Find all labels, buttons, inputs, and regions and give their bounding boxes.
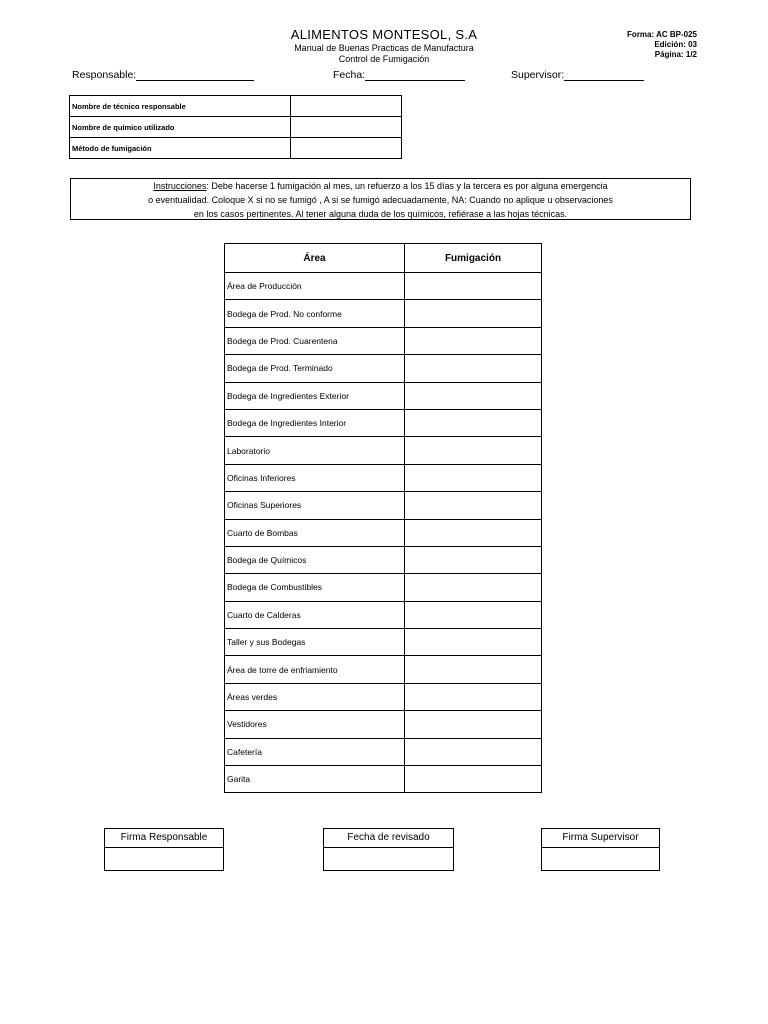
table-row: [225, 656, 542, 683]
signature-supervisor-label: Firma Supervisor: [542, 829, 659, 848]
edition: Edición: 03: [654, 40, 697, 49]
table-row: [225, 464, 542, 491]
instructions-line-2: o eventualidad. Coloque X si no se fumigó , A si se fumigó adecuadamente, NA: Cuando no aplique u observaciones: [148, 195, 613, 205]
fumigation-status-cell[interactable]: [405, 656, 542, 683]
fecha-field[interactable]: [333, 69, 465, 81]
fumigation-status-cell[interactable]: [405, 327, 542, 354]
fumigation-status-cell[interactable]: [405, 437, 542, 464]
fumigation-status-cell[interactable]: [405, 629, 542, 656]
area-name-cell: Garita: [225, 766, 405, 793]
instructions-label: Instrucciones: [153, 181, 207, 191]
area-name-cell: Cuarto de Calderas: [225, 601, 405, 628]
area-name-cell: Oficinas Superiores: [225, 492, 405, 519]
fumigation-status-cell[interactable]: [405, 738, 542, 765]
table-row: [225, 766, 542, 793]
info-label: Nombre de químico utilizado: [70, 117, 291, 138]
area-name-cell: Bodega de Prod. Terminado: [225, 355, 405, 382]
fecha-label: Fecha:: [333, 69, 366, 81]
form-title: Control de Fumigación: [338, 54, 430, 64]
table-row: [225, 629, 542, 656]
signature-responsable-field[interactable]: [105, 848, 223, 870]
table-row: [225, 492, 542, 519]
fumigation-status-cell[interactable]: [405, 492, 542, 519]
info-row: [70, 117, 402, 138]
info-row: [70, 96, 402, 117]
fumigation-status-cell[interactable]: [405, 519, 542, 546]
info-row: [70, 138, 402, 159]
signature-responsable-label: Firma Responsable: [105, 829, 223, 848]
fumigation-status-cell[interactable]: [405, 683, 542, 710]
table-header-row: [225, 244, 542, 273]
area-name-cell: Áreas verdes: [225, 683, 405, 710]
responsable-label: Responsable:: [72, 69, 137, 81]
supervisor-label: Supervisor:: [511, 69, 565, 81]
table-row: [225, 601, 542, 628]
fumigation-status-cell[interactable]: [405, 601, 542, 628]
fumigation-status-cell[interactable]: [405, 382, 542, 409]
manual-title: Manual de Buenas Practicas de Manufactura: [294, 43, 474, 53]
table-row: [225, 711, 542, 738]
supervisor-field[interactable]: [511, 69, 644, 81]
area-name-cell: Cafetería: [225, 738, 405, 765]
table-row: [225, 409, 542, 436]
instructions-line-1: Instrucciones: Debe hacerse 1 fumigación al mes, un refuerzo a los 15 días y la tercera es por alguna emergencia: [153, 181, 608, 191]
table-row: [225, 273, 542, 300]
info-label: Nombre de técnico responsable: [70, 96, 291, 117]
area-name-cell: Vestidores: [225, 711, 405, 738]
table-row: [225, 382, 542, 409]
area-name-cell: Taller y sus Bodegas: [225, 629, 405, 656]
table-row: [225, 574, 542, 601]
area-name-cell: Laboratorio: [225, 437, 405, 464]
fumigation-table: [224, 243, 542, 793]
fumigation-status-cell[interactable]: [405, 574, 542, 601]
table-row: [225, 683, 542, 710]
info-value-cell[interactable]: [291, 117, 402, 138]
page-number: Página: 1/2: [654, 50, 697, 59]
responsable-field[interactable]: [72, 69, 254, 81]
instructions-box: [70, 178, 691, 220]
column-header-fumigacion: Fumigación: [405, 244, 542, 273]
area-name-cell: Bodega de Químicos: [225, 546, 405, 573]
review-date-label: Fecha de revisado: [324, 829, 453, 848]
info-value-cell[interactable]: [291, 96, 402, 117]
review-date-box: [323, 828, 454, 871]
area-name-cell: Área de torre de enfriamiento: [225, 656, 405, 683]
table-row: [225, 738, 542, 765]
table-row: [225, 355, 542, 382]
area-name-cell: Cuarto de Bombas: [225, 519, 405, 546]
fecha-line[interactable]: [365, 70, 465, 81]
column-header-area: Área: [225, 244, 405, 273]
signature-supervisor-box: [541, 828, 660, 871]
table-row: [225, 519, 542, 546]
review-date-field[interactable]: [324, 848, 453, 870]
fumigation-status-cell[interactable]: [405, 464, 542, 491]
fumigation-status-cell[interactable]: [405, 409, 542, 436]
table-row: [225, 546, 542, 573]
fumigation-status-cell[interactable]: [405, 300, 542, 327]
area-name-cell: Bodega de Ingredientes Exterior: [225, 382, 405, 409]
fumigation-status-cell[interactable]: [405, 711, 542, 738]
table-body: [225, 273, 542, 793]
form-code: Forma: AC BP-025: [627, 30, 697, 39]
table-row: [225, 327, 542, 354]
table-row: [225, 300, 542, 327]
info-label: Método de fumigación: [70, 138, 291, 159]
fumigation-status-cell[interactable]: [405, 355, 542, 382]
area-name-cell: Bodega de Combustibles: [225, 574, 405, 601]
supervisor-line[interactable]: [564, 70, 644, 81]
fumigation-status-cell[interactable]: [405, 273, 542, 300]
fumigation-status-cell[interactable]: [405, 766, 542, 793]
info-value-cell[interactable]: [291, 138, 402, 159]
area-name-cell: Oficinas Inferiores: [225, 464, 405, 491]
fumigation-status-cell[interactable]: [405, 546, 542, 573]
responsable-line[interactable]: [136, 70, 254, 81]
signature-supervisor-field[interactable]: [542, 848, 659, 870]
instructions-line-3: en los casos pertinentes. Al tener alguna duda de los químicos, refiérase a las hojas técnicas.: [193, 209, 568, 219]
area-name-cell: Bodega de Prod. Cuarentena: [225, 327, 405, 354]
info-table: [69, 95, 402, 159]
table-row: [225, 437, 542, 464]
company-name: ALIMENTOS MONTESOL, S.A: [290, 27, 478, 42]
area-name-cell: Bodega de Prod. No conforme: [225, 300, 405, 327]
area-name-cell: Bodega de Ingredientes Interior: [225, 409, 405, 436]
area-name-cell: Área de Producción: [225, 273, 405, 300]
signature-responsable-box: [104, 828, 224, 871]
